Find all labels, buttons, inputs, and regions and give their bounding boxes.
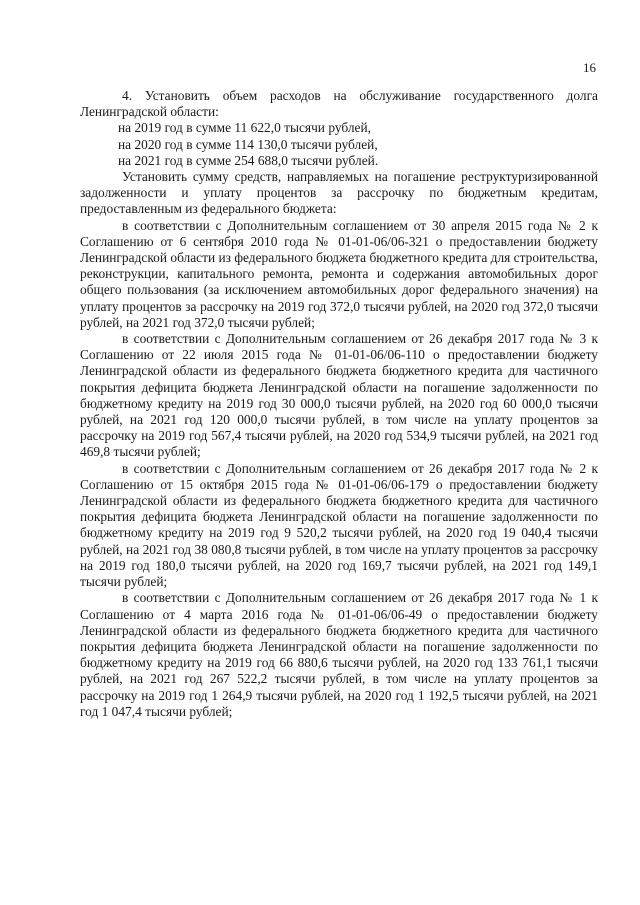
page-number: 16	[583, 60, 596, 75]
paragraph-agreement-2017-12-26-no1: в соответствии с Дополнительным соглашением от 26 декабря 2017 года № 1 к Соглашению от 4 марта 2016 года № 01-01-06/06-49 о предоставлении бюджету Ленинградской области из федерального бюджета бюджетного кредита для частичного покрытия дефицита бюджета Ленинградской области на погашение задолженности по бюджетному кредиту на 2019 год 66 880,6 тысячи рублей, на 2020 год 133 761,1 тысячи рублей, на 2021 год 267 522,2 тысячи рублей, в том числе на уплату процентов за рассрочку на 2019 год 1 264,9 тысячи рублей, на 2020 год 1 192,5 тысячи рублей, на 2021 год 1 047,4 тысячи рублей;	[80, 590, 598, 719]
list-item-2020: на 2020 год в сумме 114 130,0 тысячи рублей,	[118, 136, 378, 152]
paragraph-agreement-2015-04-30: в соответствии с Дополнительным соглашением от 30 апреля 2015 года № 2 к Соглашению от 6 сентября 2010 года № 01-01-06/06-321 о предоставлении бюджету Ленинградской области из федерального бюджета бюджетного кредита для строительства, реконструкции, капитального ремонта, ремонта и содержания автомобильных дорог общего пользования (за исключением автомобильных дорог федерального значения) на уплату процентов за рассрочку на 2019 год 372,0 тысячи рублей, на 2020 год 372,0 тысячи рублей, на 2021 год 372,0 тысячи рублей;	[80, 217, 598, 330]
paragraph-repayment-intro: Установить сумму средств, направляемых на погашение реструктуризированной задолженности и уплату процентов за рассрочку по бюджетным кредитам, предоставленным из федерального бюджета:	[80, 169, 598, 217]
paragraph-agreement-2017-12-26-no3: в соответствии с Дополнительным соглашением от 26 декабря 2017 года № 3 к Соглашению от 22 июля 2015 года № 01-01-06/06-110 о предоставлении бюджету Ленинградской области из федерального бюджета бюджетного кредита для частичного покрытия дефицита бюджета Ленинградской области на погашение задолженности по бюджетному кредиту на 2019 год 30 000,0 тысячи рублей, на 2020 год 60 000,0 тысячи рублей, на 2021 год 120 000,0 тысячи рублей, в том числе на уплату процентов за рассрочку на 2019 год 567,4 тысячи рублей, на 2020 год 534,9 тысячи рублей, на 2021 год 469,8 тысячи рублей;	[80, 331, 598, 460]
list-item-2021: на 2021 год в сумме 254 688,0 тысячи рублей.	[118, 152, 379, 168]
paragraph-debt-service-intro: 4. Установить объем расходов на обслуживание государственного долга Ленинградской области:	[80, 88, 598, 120]
list-item-2019: на 2019 год в сумме 11 622,0 тысячи рублей,	[118, 120, 371, 136]
document-body	[80, 88, 598, 720]
paragraph-agreement-2017-12-26-no2: в соответствии с Дополнительным соглашением от 26 декабря 2017 года № 2 к Соглашению от 15 октября 2015 года № 01-01-06/06-179 о предоставлении бюджету Ленинградской области из федерального бюджета бюджетного кредита для частичного покрытия дефицита бюджета Ленинградской области на погашение задолженности по бюджетному кредиту на 2019 год 9 520,2 тысячи рублей, на 2020 год 19 040,4 тысячи рублей, на 2021 год 38 080,8 тысячи рублей, в том числе на уплату процентов за рассрочку на 2019 год 180,0 тысячи рублей, на 2020 год 169,7 тысячи рублей, на 2021 год 149,1 тысячи рублей;	[80, 460, 598, 590]
